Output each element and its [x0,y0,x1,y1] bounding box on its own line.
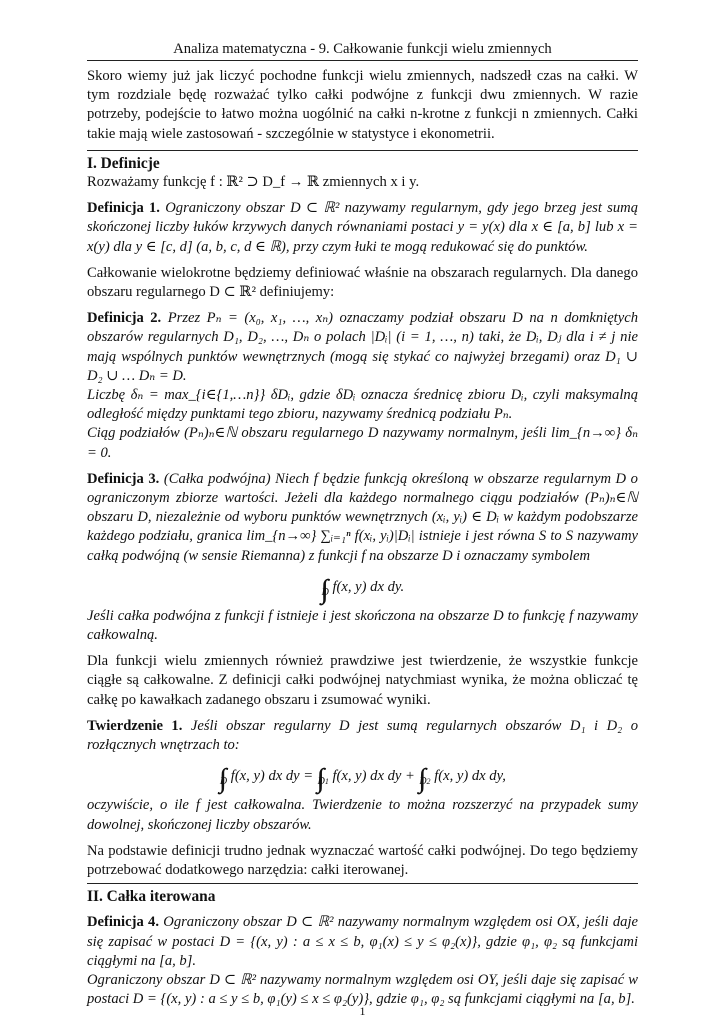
paragraph: Dla funkcji wielu zmiennych również prawdziwe jest twierdzenie, że wszystkie funkcje ciągłe są całkowalne. Z definicji całki podwójnej natychmiast wynika, że można obliczać tę całkę po kawałkach zadanego obszaru i zsumować wyniki. [87,653,638,708]
section-lead: Rozważamy funkcję f : ℝ² ⊃ D_f → ℝ zmiennych x i y. [87,174,420,191]
formula-text: f(x, y) dx dy + [332,768,415,785]
formula-text: f(x, y) dx dy = [230,768,314,785]
definition-text: Jeśli całka podwójna z funkcji f istnieje i jest skończona na obszarze D to funkcję f nazywamy całkowalną. [87,607,638,644]
paragraph: Całkowanie wielokrotne będziemy definiować właśnie na obszarach regularnych. Dla danego obszaru regularnego D ⊂ ℝ² definiujemy: [87,264,638,301]
definition-label: Definicja 4. [87,914,159,931]
header-rule [87,60,638,61]
definition-text: (Całka podwójna) Niech f będzie funkcją określoną w obszarze regularnym D o ograniczonym zbiorze wartości. Jeżeli dla każdego normalnego ciągu podziałów (Pₙ)ₙ∈ℕ obszaru D, niezależnie od wyboru punktów wewnętrznych (xᵢ, yᵢ) ∈ Dᵢ w każdym podobszarze każdego podziału, granica lim_{n→∞} ∑ᵢ₌₁ⁿ f(xᵢ, yᵢ)|Dᵢ| istnieje i jest równa S to S nazywamy całką podwójną (w sensie Riemanna) z funkcji f na obszarze D i oznaczamy symbolem [87,470,638,564]
theorem-text: Jeśli obszar regularny D jest sumą regularnych obszarów D₁ i D₂ o rozłącznych wnętrzach to: [87,717,638,754]
theorem-label: Twierdzenie 1. [87,717,183,734]
definition-text: Ograniczony obszar D ⊂ ℝ² nazywamy normalnym względem osi OX, jeśli daje się zapisać w postaci D = {(x, y) : a ≤ x ≤ b, φ₁(x) ≤ y ≤ φ₂(x)}, gdzie φ₁, φ₂ są funkcjami ciągłymi na [a, b]. [87,914,638,969]
display-formula: $\int\int_D$ f(x, y) dx dy = $\int\int_{D1}$ f(x, y) dx dy + $\int\int_{D2}$ f(x, y) dx dy, [219,763,506,794]
definition-label: Definicja 3. [87,470,160,487]
definition-label: Definicja 2. [87,310,162,327]
definition-text: Liczbę δₙ = max_{i∈{1,…n}} δDᵢ, gdzie δDᵢ oznacza średnicę zbioru Dᵢ, czyli maksymalną odległość między punktami tego zbioru, nazywamy średnicą podziału Pₙ. [87,387,638,423]
theorem-text: oczywiście, o ile f jest całkowalna. Twierdzenie to można rozszerzyć na przypadek sumy dowolnej, skończonej liczby obszarów. [87,797,638,833]
section-rule [87,150,638,151]
page-header: Analiza matematyczna - 9. Całkowanie funkcji wielu zmiennych [173,41,552,57]
definition-text: Przez Pₙ = (x₀, x₁, …, xₙ) oznaczamy podział obszaru D na n domkniętych obszarów regularnych D₁, D₂, …, Dₙ o polach |Dᵢ| (i = 1, …, n) taki, że Dᵢ, Dⱼ dla i ≠ j nie mają wspólnych punktów wewnętrznych (mogą się stykać co najwyżej brzegami) oraz D₁ ∪ D₂ ∪ … Dₙ = D. [87,310,638,384]
section-rule [87,883,638,884]
definition-text: Ograniczony obszar D ⊂ ℝ² nazywamy regularnym, gdy jego brzeg jest sumą skończonej liczby łuków krzywych danych równaniami postaci y = y(x) dla x ∈ [a, b] lub x = x(y) dla y ∈ [c, d] (a, b, c, d ∈ ℝ), przy czym łuki te mogą redukować się do punktów. [87,200,638,255]
definition-3 [87,470,638,566]
definition-text: Ciąg podziałów (Pₙ)ₙ∈ℕ obszaru regularnego D nazywamy normalnym, jeśli lim_{n→∞} δₙ = 0. [87,425,638,461]
display-formula: $\int\int_D$ f(x, y) dx dy. [320,573,405,604]
document-page [87,40,638,1018]
intro-paragraph: Skoro wiemy już jak liczyć pochodne funkcji wielu zmiennych, nadszedł czas na całki. W tym rozdziale będę rozważać tylko całki podwójne z funkcji dwu zmiennych. W razie potrzeby, podejście to łatwo można uogólnić na całki n-krotne z funkcji n zmiennych. Całki takie mają wiele zastosowań - szczególnie w statystyce i ekonometrii. [87,68,638,142]
definition-4 [87,913,638,971]
definition-text: Ograniczony obszar D ⊂ ℝ² nazywamy normalnym względem osi OY, jeśli daje się zapisać w postaci D = {(x, y) : a ≤ y ≤ b, φ₁(y) ≤ x ≤ φ₂(y)}, gdzie φ₁, φ₂ są funkcjami ciągłymi na [a, b]. [87,971,638,1008]
section-heading: II. Całka iterowana [87,888,216,906]
page-number: 1 [359,1004,366,1018]
definition-label: Definicja 1. [87,200,160,217]
formula-text: f(x, y) dx dy, [434,768,506,785]
section-heading: I. Definicje [87,154,160,172]
formula-text: f(x, y) dx dy. [332,578,405,595]
definition-2 [87,309,638,386]
paragraph: Na podstawie definicji trudno jednak wyznaczać wartość całki podwójnej. Do tego będziemy potrzebować dodatkowego narzędzia: całki iterowanej. [87,842,638,878]
theorem-1 [87,717,638,755]
definition-1 [87,199,638,257]
